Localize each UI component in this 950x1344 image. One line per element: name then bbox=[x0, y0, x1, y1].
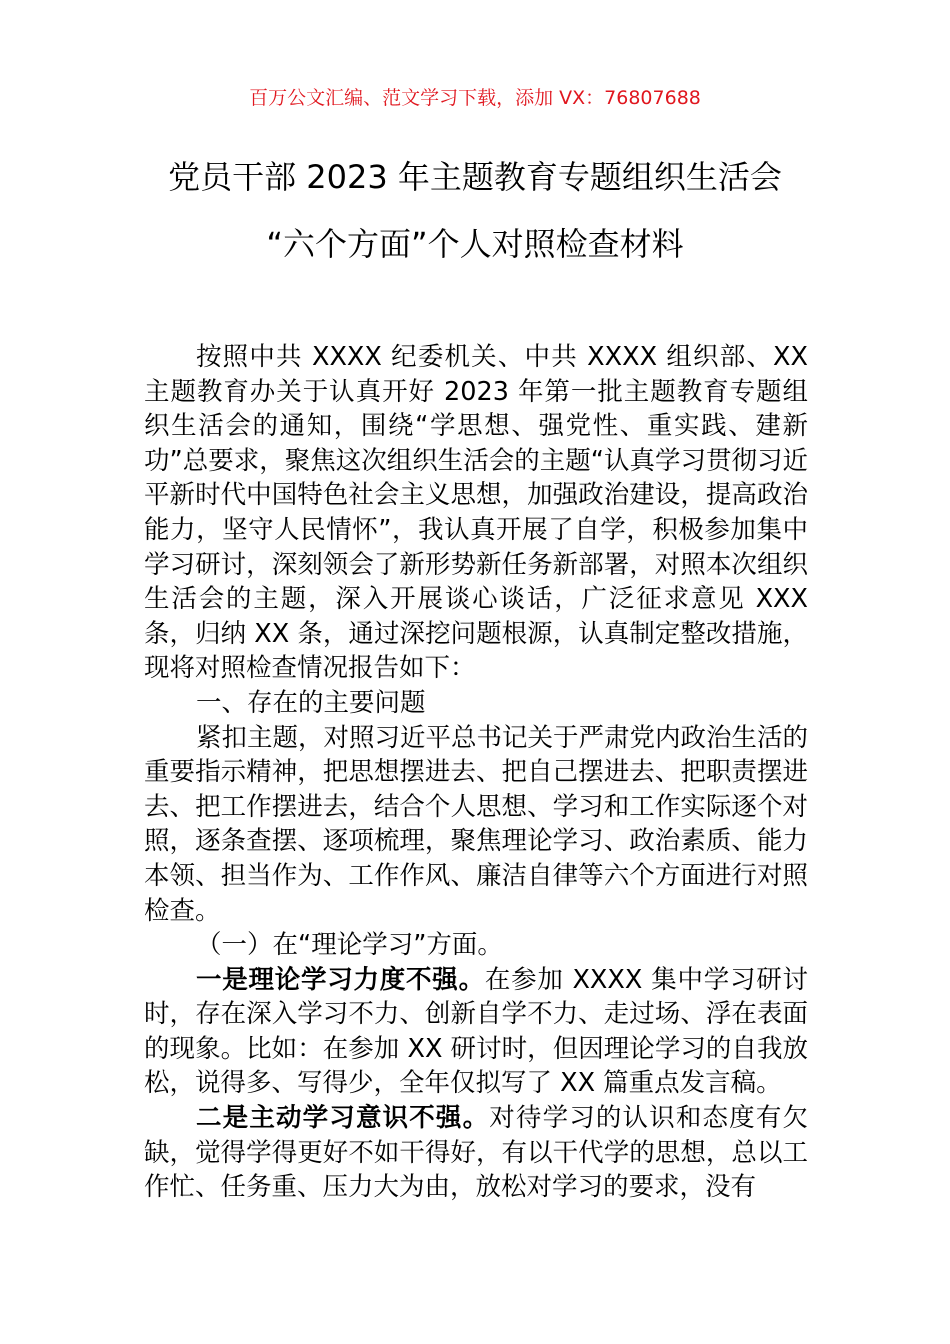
intro-paragraph: 按照中共 XXXX 纪委机关、中共 XXXX 组织部、XX 主题教育办关于认真开好 2023 年第一批主题教育专题组织生活会的通知，围绕“学思想、强党性、重实践、建新功”总要求，聚焦这次组织生活会的主题“认真学习贯彻习近平新时代中国特色社会主义思想，加强政治建设，提高政治能力，坚守人民情怀”，我认真开展了自学，积极参加集中学习研讨，深刻领会了新形势新任务新部署，对照本次组织生活会的主题，深入开展谈心谈话，广泛征求意见 XXX 条，归纳 XX 条，通过深挖问题根源，认真制定整改措施，现将对照检查情况报告如下： bbox=[144, 342, 808, 684]
document-title-line-2: “六个方面”个人对照检查材料 bbox=[266, 225, 684, 263]
watermark-banner: 百万公文汇编、范文学习下载，添加 VX：76807688 bbox=[249, 87, 701, 109]
section-heading-main-problems: 一、存在的主要问题 bbox=[196, 687, 426, 718]
subsection-heading-theory-study: （一）在“理论学习”方面。 bbox=[196, 930, 503, 961]
document-title-line-1: 党员干部 2023 年主题教育专题组织生活会 bbox=[168, 158, 782, 196]
point-2-lead: 二是主动学习意识不强。 bbox=[196, 1103, 490, 1134]
point-1-body: 在参加 XXXX 集中学习研讨时，存在深入学习不力、创新自学不力、走过场、浮在表面的现象。比如：在参加 XX 研讨时，但因理论学习的自我放松，说得多、写得少，全年仅拟写了 XX 篇重点发言稿。 bbox=[144, 964, 808, 1099]
point-paragraph-1 bbox=[144, 963, 808, 1101]
overview-paragraph: 紧扣主题，对照习近平总书记关于严肃党内政治生活的重要指示精神，把思想摆进去、把自己摆进去、把职责摆进去、把工作摆进去，结合个人思想、学习和工作实际逐个对照，逐条查摆、逐项梳理，聚焦理论学习、政治素质、能力本领、担当作为、工作作风、廉洁自律等六个方面进行对照检查。 bbox=[144, 722, 809, 926]
point-paragraph-2 bbox=[144, 1101, 808, 1205]
point-2-body: 对待学习的认识和态度有欠缺，觉得学得更好不如干得好，有以干代学的思想，总以工作忙、任务重、压力大为由，放松对学习的要求，没有 bbox=[144, 1103, 808, 1203]
document-body bbox=[144, 340, 808, 1205]
point-1-lead: 一是理论学习力度不强。 bbox=[196, 964, 485, 995]
